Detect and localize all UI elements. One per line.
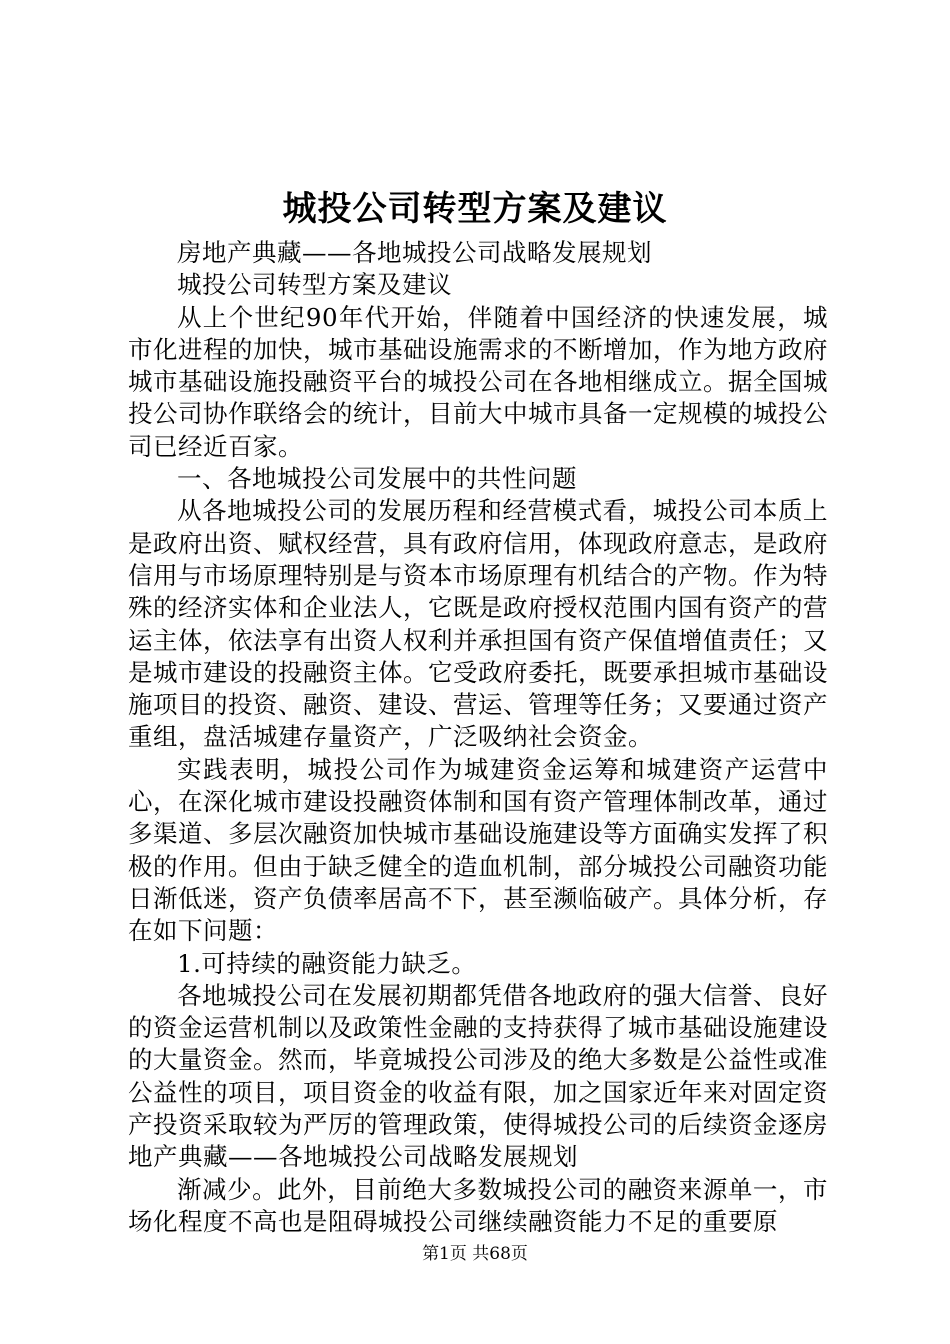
paragraph-subtitle: 城投公司转型方案及建议	[177, 270, 452, 300]
paragraph-practice: 实践表明，城投公司作为城建资金运筹和城建资产运营中心，在深化城市建设投融资体制和国有资产管理体制改革，通过多渠道、多层次融资加快城市基础设施建设等方面确实发挥了积极的作用。但由于缺乏健全的造血机制，部分城投公司融资功能日渐低迷，资产负债率居高不下，甚至濒临破产。具体分析，存在如下问题：	[128, 754, 828, 946]
document-title: 城投公司转型方案及建议	[282, 189, 668, 229]
paragraph-continued: 渐减少。此外，目前绝大多数城投公司的融资来源单一，市场化程度不高也是阻碍城投公司继续融资能力不足的重要原	[128, 1174, 828, 1236]
document-body	[128, 237, 828, 1238]
paragraph-source-line: 房地产典藏——各地城投公司战略发展规划	[177, 238, 652, 267]
section-heading-common-problems: 一、各地城投公司发展中的共性问题	[177, 464, 577, 494]
subsection-heading-financing: 1.可持续的融资能力缺乏。	[177, 948, 477, 978]
page-footer: 第1页 共68页	[422, 1244, 528, 1264]
paragraph-nature: 从各地城投公司的发展历程和经营模式看，城投公司本质上是政府出资、赋权经营，具有政府信用，体现政府意志，是政府信用与市场原理特别是与资本市场原理有机结合的产物。作为特殊的经济实体和企业法人，它既是政府授权范围内国有资产的营运主体，依法享有出资人权利并承担国有资产保值增值责任；又是城市建设的投融资主体。它受政府委托，既要承担城市基础设施项目的投资、融资、建设、营运、管理等任务；又要通过资产重组，盘活城建存量资产，广泛吸纳社会资金。	[128, 496, 828, 752]
paragraph-financing: 各地城投公司在发展初期都凭借各地政府的强大信誉、良好的资金运营机制以及政策性金融的支持获得了城市基础设施建设的大量资金。然而，毕竟城投公司涉及的绝大多数是公益性或准公益性的项目，项目资金的收益有限，加之国家近年来对固定资产投资采取较为严厉的管理政策，使得城投公司的后续资金逐房地产典藏——各地城投公司战略发展规划	[128, 980, 828, 1172]
paragraph-intro: 从上个世纪90年代开始，伴随着中国经济的快速发展，城市化进程的加快，城市基础设施需求的不断增加，作为地方政府城市基础设施投融资平台的城投公司在各地相继成立。据全国城投公司协作联络会的统计，目前大中城市具备一定规模的城投公司已经近百家。	[128, 302, 828, 461]
